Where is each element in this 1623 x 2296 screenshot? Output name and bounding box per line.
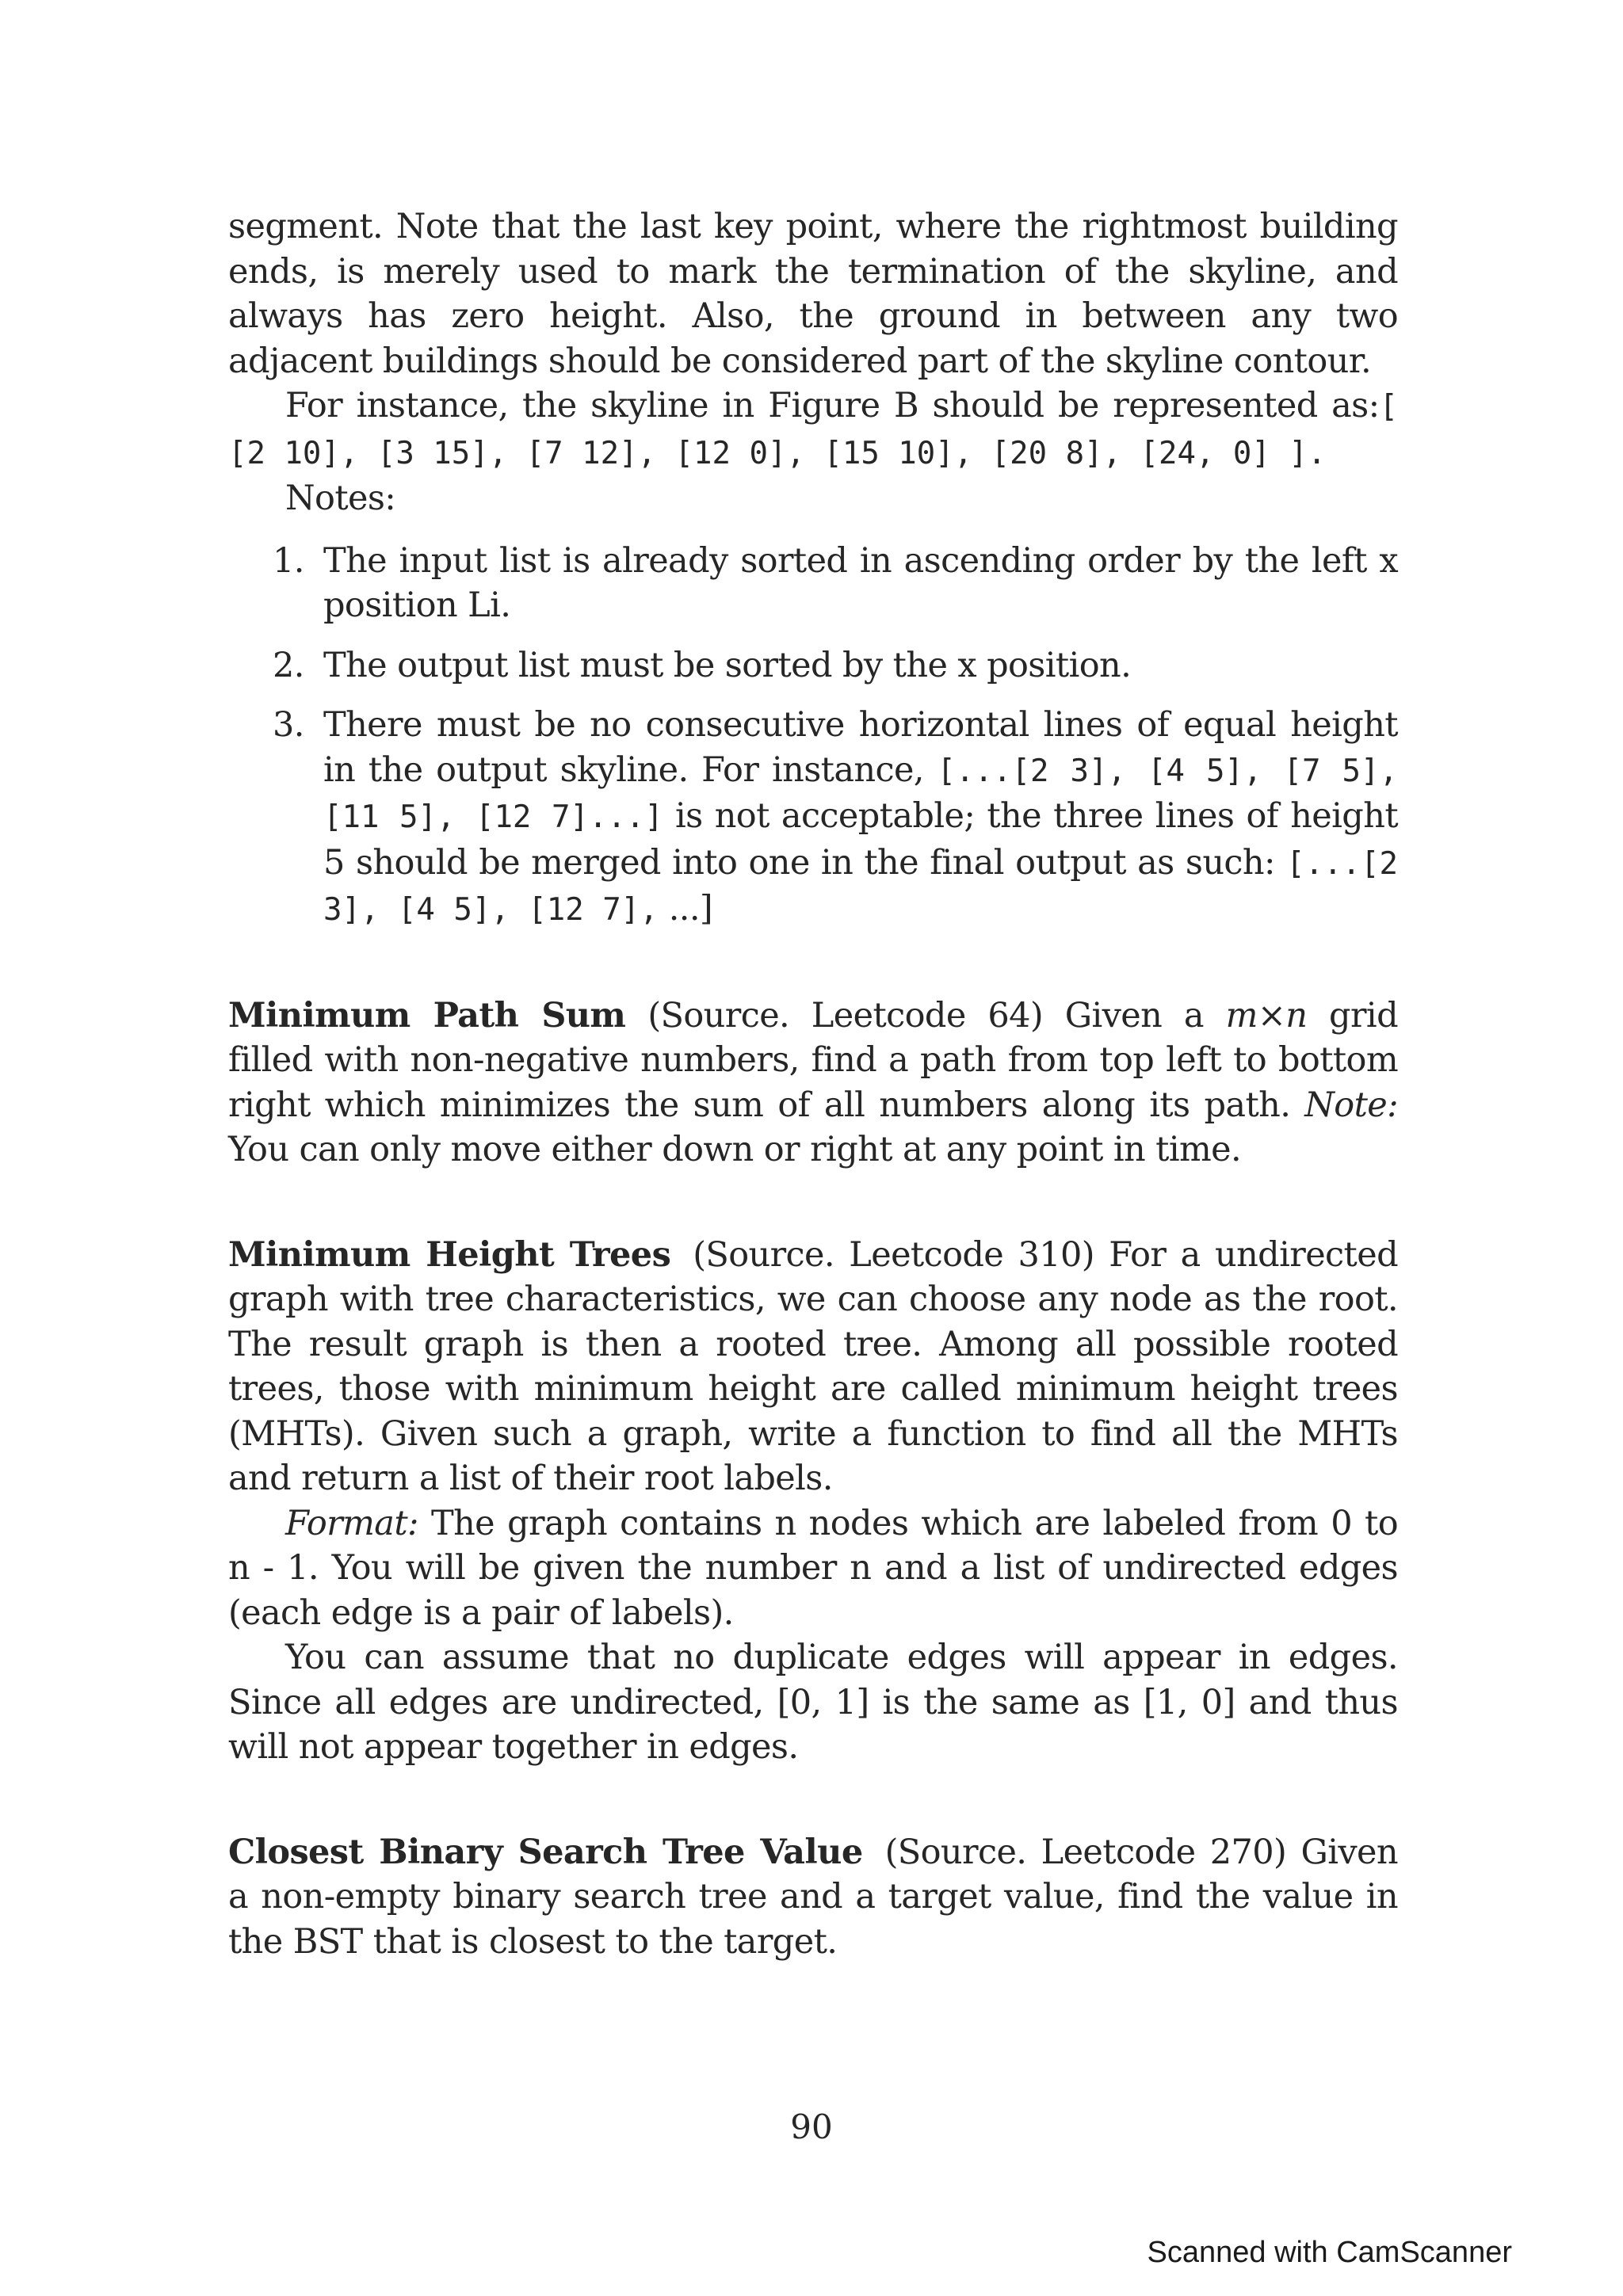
list-item-code: [...[2 3], [4 5], [7 5], [11 5], [12 7]...] bbox=[323, 753, 1398, 835]
scanner-watermark: Scanned with CamScanner bbox=[1147, 2236, 1512, 2269]
math-expression: m×n bbox=[1225, 995, 1308, 1035]
notes-label: Notes: bbox=[285, 479, 396, 518]
list-item-text: The output list must be sorted by the x position. bbox=[323, 645, 1132, 685]
section-text: (Source. Leetcode 270) Given a non-empty binary search tree and a target value, find the value in the BST that is closest to the target. bbox=[228, 1832, 1398, 1962]
list-item-number: 3. bbox=[273, 705, 304, 745]
list-item-code: [...[2 3], [4 5], [12 7], bbox=[323, 845, 1398, 928]
list-item-text: is not acceptable; the three lines of height 5 should be merged into one in the final output as such: bbox=[323, 796, 1399, 883]
list-item-text: There must be no consecutive horizontal lines of equal height in the output skyline. For instance, bbox=[323, 705, 1398, 790]
list-item-number: 1. bbox=[273, 540, 304, 581]
list-item bbox=[228, 539, 1398, 628]
section-paragraph bbox=[228, 1501, 1398, 1636]
page-number: 90 bbox=[790, 2107, 833, 2146]
section-paragraph: You can assume that no duplicate edges will appear in edges. Since all edges are undirected, [0, 1] is the same as [1, 0] and thus will not appear together in edges. bbox=[228, 1638, 1398, 1767]
intro-paragraph: segment. Note that the last key point, where the rightmost building ends, is merely used to mark the termination of the skyline, and always has zero height. Also, the ground in between any two adjacent buildings should be considered part of the skyline contour. bbox=[228, 207, 1398, 381]
skyline-example-code: [ [2 10], [3 15], [7 12], [12 0], [15 10], [20 8], [24, 0] ]. bbox=[228, 389, 1398, 471]
format-label: Format: bbox=[285, 1503, 418, 1543]
section-minimum-height-trees bbox=[228, 1233, 1398, 1770]
section-text: The graph contains n nodes which are labeled from 0 to n - 1. You will be given the number n and a list of undirected edges (each edge is a pair of labels). bbox=[228, 1503, 1398, 1633]
list-item-number: 2. bbox=[273, 645, 304, 685]
section-closest-bst-value bbox=[228, 1830, 1398, 1965]
section-text: (Source. Leetcode 310) For a undirected graph with tree characteristics, we can choose any node as the root. The result graph is then a rooted tree. Among all possible rooted trees, those with minimum height are called minimum height trees (MHTs). Given such a graph, write a function to find all the MHTs and return a list of their root labels. bbox=[228, 1234, 1398, 1498]
notes-list bbox=[228, 539, 1398, 933]
skyline-example-text: For instance, the skyline in Figure B should be represented as: bbox=[285, 386, 1380, 425]
section-title: Minimum Path Sum bbox=[228, 995, 626, 1035]
list-item bbox=[228, 703, 1398, 933]
skyline-example-paragraph bbox=[228, 383, 1398, 476]
list-item bbox=[228, 643, 1398, 688]
section-title: Minimum Height Trees bbox=[228, 1234, 671, 1275]
section-paragraph bbox=[228, 994, 1398, 1173]
section-text: grid filled with non-negative numbers, find a path from top left to bottom right which minimizes the sum of all numbers along its path. bbox=[228, 995, 1398, 1125]
section-text: (Source. Leetcode 64) Given a bbox=[647, 995, 1204, 1035]
section-minimum-path-sum bbox=[228, 994, 1398, 1173]
note-label: Note: bbox=[1304, 1085, 1399, 1125]
document-page bbox=[228, 204, 1398, 1964]
section-title: Closest Binary Search Tree Value bbox=[228, 1832, 863, 1872]
list-item-text: ...] bbox=[668, 889, 713, 929]
section-text: You can only move either down or right at any point in time. bbox=[228, 1130, 1242, 1169]
section-paragraph bbox=[228, 1830, 1398, 1965]
list-item-text: The input list is already sorted in ascending order by the left x position Li. bbox=[323, 540, 1398, 625]
section-paragraph bbox=[228, 1233, 1398, 1501]
